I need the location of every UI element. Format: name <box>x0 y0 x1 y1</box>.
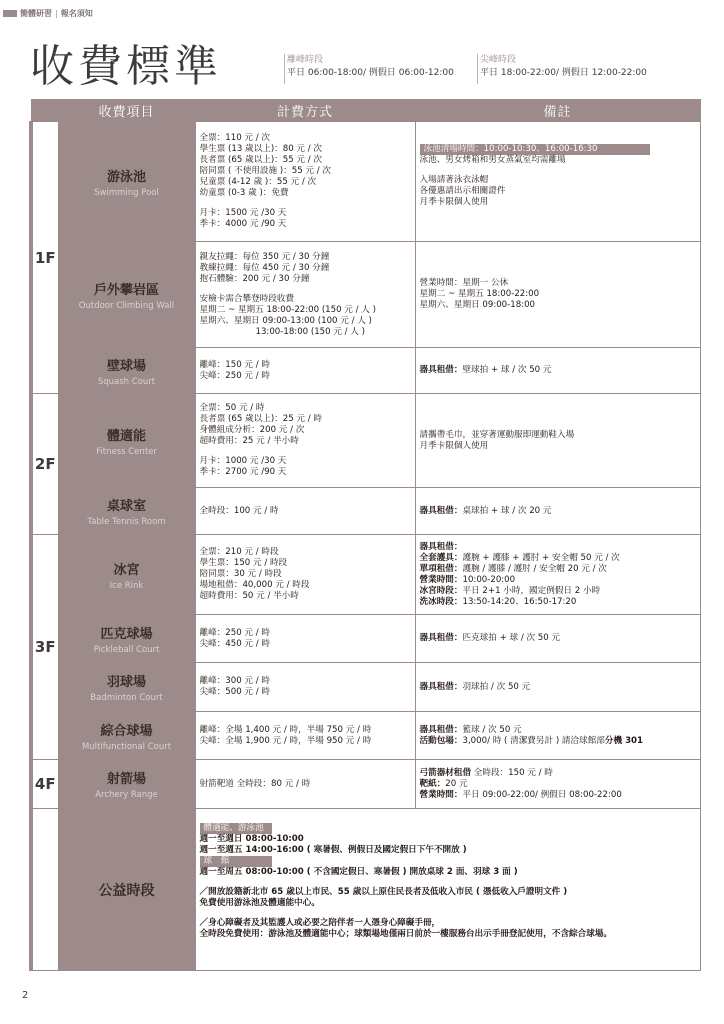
item-multifunctional-court <box>58 712 195 760</box>
note-line <box>420 790 696 801</box>
note-line <box>420 586 696 597</box>
table-row <box>31 394 700 488</box>
price-line: 親友拉繩：每位 350 元 / 30 分鐘 <box>199 251 330 262</box>
note-line <box>420 768 696 779</box>
welfare-section-fitness-pool: 體適能、游泳池 <box>200 823 272 834</box>
item-ice-rink <box>58 535 195 615</box>
item-name: 桌球室 <box>106 499 146 514</box>
note-pickleball-court <box>415 615 700 663</box>
item-name-en: Badminton Court <box>90 693 163 703</box>
price-line: 月卡：1500 元 /30 天 <box>199 208 287 218</box>
price-line: 季卡：2700 元 /90 天 <box>199 467 287 477</box>
item-name: 壁球場 <box>106 358 146 374</box>
price-line: 超時費用：50 元 / 半小時 <box>199 591 299 601</box>
price-line: 長者票 (65 歲以上)：25 元 / 時 <box>199 414 322 424</box>
table-row <box>31 809 700 971</box>
table-row <box>31 615 700 663</box>
price-line: 教練拉繩：每位 450 元 / 30 分鐘 <box>199 262 330 273</box>
item-name: 冰宮 <box>113 562 140 578</box>
price-archery-range <box>195 760 415 809</box>
note-line <box>420 779 696 790</box>
floor-label-blank <box>31 809 58 971</box>
price-swimming-pool <box>195 122 415 242</box>
page-title: 收費標準 <box>30 41 222 92</box>
item-name: 游泳池 <box>106 169 146 185</box>
item-name-en: Table Tennis Room <box>87 517 166 527</box>
note-line: 月季卡限個人使用 <box>419 197 489 207</box>
note-label: 營業時間： <box>419 574 463 585</box>
price-line: 全票：210 元 / 時段 <box>199 547 279 557</box>
price-line: 尖峰：全場 1,900 元 / 時，半場 950 元 / 時 <box>199 735 372 746</box>
spacer <box>200 447 411 456</box>
note-squash-court <box>415 348 700 394</box>
price-line: 場地租借：40,000 元 / 時段 <box>199 580 310 590</box>
price-badminton-court <box>195 663 415 712</box>
item-name-en: Fitness Center <box>96 446 157 457</box>
note-line: 請攜帶毛巾，並穿著運動服即運動鞋入場 <box>419 429 575 440</box>
item-name: 羽球場 <box>106 675 146 690</box>
note-text: 全時段：150 元 / 時 <box>471 767 553 778</box>
price-line: 學生票：150 元 / 時段 <box>199 558 288 568</box>
table-header-row <box>31 100 700 122</box>
price-line: 全時段：100 元 / 時 <box>199 505 279 516</box>
price-line: 長者票 (65 歲以上)：55 元 / 次 <box>199 155 322 165</box>
note-line <box>420 575 696 586</box>
price-line: 學生票 (13 歲以上)：80 元 / 次 <box>199 144 322 154</box>
floor-label-3f: 3F <box>31 535 58 760</box>
price-table-tennis-room <box>195 488 415 535</box>
item-name-en: Archery Range <box>95 790 158 800</box>
price-line: 星期二 ~ 星期五 18:00-22:00 (150 元 / 人 ) <box>199 304 376 315</box>
item-name: 匹克球場 <box>100 626 153 642</box>
price-line: 身體組成分析：200 元 / 次 <box>199 425 305 435</box>
page-number: 2 <box>22 990 29 1001</box>
spacer <box>200 878 696 887</box>
table-row <box>31 122 700 242</box>
note-text: 羽球拍 / 次 50 元 <box>462 681 531 692</box>
price-line: 月卡：1000 元 /30 天 <box>199 456 287 466</box>
price-line: 13:00-18:00 (150 元 / 人 ) <box>255 326 365 337</box>
price-pickleball-court <box>195 615 415 663</box>
table-row <box>31 348 700 394</box>
note-text: 壁球拍 + 球 / 次 50 元 <box>462 365 552 375</box>
price-line: 離峰：全場 1,400 元 / 時，半場 750 元 / 時 <box>199 724 372 735</box>
item-name-en: Squash Court <box>97 376 156 387</box>
table-row <box>31 488 700 535</box>
header-price: 計費方式 <box>195 100 415 122</box>
item-name: 綜合球場 <box>100 723 153 739</box>
note-line <box>420 597 696 608</box>
item-name: 體適能 <box>106 428 146 444</box>
item-archery-range <box>58 760 195 809</box>
note-fitness-center <box>415 394 700 488</box>
price-line: 尖峰：250 元 / 時 <box>199 370 270 381</box>
note-label: 器具租借： <box>419 681 463 692</box>
price-line: 射箭靶道 全時段：80 元 / 時 <box>199 778 311 789</box>
item-name-en: Multifunctional Court <box>81 741 172 752</box>
note-public-welfare-hours <box>195 809 700 971</box>
table-row <box>31 712 700 760</box>
note-archery-range <box>415 760 700 809</box>
item-name: 戶外攀岩區 <box>93 282 159 298</box>
note-label: 營業時間： <box>419 789 463 800</box>
note-table-tennis-room <box>415 488 700 535</box>
item-name-en: Ice Rink <box>109 580 144 591</box>
note-text: 20 元 <box>445 778 468 789</box>
note-line: 各優惠請出示相關證件 <box>419 186 506 196</box>
off-peak-name: 離峰時段 <box>287 55 324 65</box>
off-peak-time: 平日 06:00-18:00/ 例假日 06:00-12:00 <box>287 68 454 78</box>
note-label: 器具租借： <box>419 633 463 643</box>
note-line <box>420 736 696 747</box>
note-line: 泳池、男女烤箱和男女蒸氣室均需離場 <box>419 155 566 165</box>
peak-time: 平日 18:00-22:00/ 例假日 12:00-22:00 <box>480 68 647 78</box>
item-fitness-center <box>58 394 195 488</box>
off-peak-period <box>284 54 454 84</box>
note-label: 冰宮時段： <box>419 585 463 596</box>
item-swimming-pool <box>58 122 195 242</box>
note-text: 護腕 + 護膝 + 護肘 + 安全帽 50 元 / 次 <box>462 552 620 563</box>
item-name: 射箭場 <box>106 772 146 787</box>
note-label: 弓箭器材租借 <box>419 767 472 778</box>
item-public-welfare-hours <box>58 809 195 971</box>
table-row <box>31 760 700 809</box>
note-badminton-court <box>415 663 700 712</box>
peak-name: 尖峰時段 <box>480 55 517 65</box>
breadcrumb-marker <box>3 10 17 17</box>
price-ice-rink <box>195 535 415 615</box>
floor-label-4f: 4F <box>31 760 58 809</box>
note-line: ／身心障礙者及其監護人或必要之陪伴者一人憑身心障礙手冊， <box>199 918 441 928</box>
note-text: 13:50-14:20、16:50-17:20 <box>462 596 577 607</box>
note-text: 護腕 / 護膝 / 護肘 / 安全帽 20 元 / 次 <box>462 563 607 574</box>
note-text: 平日 2+1 小時，國定例假日 2 小時 <box>462 585 601 596</box>
item-table-tennis-room <box>58 488 195 535</box>
welfare-section-ball-court: 球 館 <box>200 856 272 867</box>
spacer <box>420 166 696 175</box>
price-line: 陪同票：30 元 / 時段 <box>199 569 282 579</box>
note-label: 靶紙： <box>419 778 446 789</box>
note-line <box>420 725 696 736</box>
note-line: 週一至週五 14:00-16:00 ( 寒暑假、例假日及國定假日下午不開放 ) <box>199 845 467 855</box>
note-line: 星期二 ~ 星期五 18:00-22:00 <box>419 289 540 299</box>
item-climbing-wall <box>58 242 195 348</box>
note-label: 單項租借： <box>419 563 463 574</box>
note-label: 活動包場： <box>419 735 463 746</box>
header-item: 收費項目 <box>58 100 195 122</box>
note-line: 免費使用游泳池及體適能中心。 <box>199 898 320 908</box>
item-name-en: Swimming Pool <box>94 187 159 198</box>
floor-label-1f: 1F <box>31 122 58 394</box>
breadcrumb-part2: 報名須知 <box>60 9 93 18</box>
note-label: 器具租借： <box>419 365 463 375</box>
item-name-en: Pickleball Court <box>93 644 160 655</box>
fee-table <box>29 99 701 971</box>
note-text: 3,000/ 時 ( 清潔費另計 ) 請洽球館部 <box>462 735 605 746</box>
note-line: 全時段免費使用：游泳池及體適能中心；球類場地僅兩日前於一樓服務台出示手冊登記使用，不含綜合球場。 <box>199 929 613 939</box>
spacer <box>200 199 411 208</box>
price-line: 全票：50 元 / 時 <box>199 403 265 413</box>
breadcrumb-separator: | <box>55 9 58 18</box>
note-line <box>420 564 696 575</box>
note-line: 星期六、星期日 09:00-18:00 <box>419 300 536 310</box>
table-row <box>31 242 700 348</box>
note-label: 洗冰時段： <box>419 596 463 607</box>
breadcrumb-part1: 簡體研習 <box>20 9 52 18</box>
note-line <box>420 553 696 564</box>
price-line: 超時費用：25 元 / 半小時 <box>199 436 299 446</box>
note-line: 月季卡限個人使用 <box>419 440 489 451</box>
price-line: 兒童票 (4-12 歲 )：55 元 / 次 <box>199 177 317 187</box>
note-text: 籃球 / 次 50 元 <box>462 724 522 735</box>
price-line: 尖峰：450 元 / 時 <box>199 638 270 649</box>
price-climbing-wall <box>195 242 415 348</box>
header-blank <box>31 100 58 122</box>
note-ice-rink <box>415 535 700 615</box>
header-note: 備註 <box>415 100 700 122</box>
price-line: 星期六、星期日 09:00-13:00 (100 元 / 人 ) <box>199 315 372 326</box>
table-row <box>31 663 700 712</box>
note-label: 器具租借： <box>419 724 463 735</box>
price-line: 安檢卡需合攀登時段收費 <box>199 293 295 304</box>
note-label: 全套護具： <box>419 552 463 563</box>
spacer <box>200 909 696 918</box>
price-line: 陪同票 ( 不使用設施 )：55 元 / 次 <box>199 166 331 176</box>
item-squash-court <box>58 348 195 394</box>
note-line: 營業時間：星期一 公休 <box>419 278 509 288</box>
note-label: 器具租借： <box>419 505 463 516</box>
note-text: 平日 09:00-22:00/ 例假日 08:00-22:00 <box>462 789 622 800</box>
price-line: 抱石體驗：200 元 / 30 分鐘 <box>199 273 310 284</box>
item-name: 公益時段 <box>98 882 155 899</box>
spacer <box>200 285 411 294</box>
price-line: 季卡：4000 元 /90 天 <box>199 219 287 229</box>
price-multifunctional-court <box>195 712 415 760</box>
note-text: 匹克球拍 + 球 / 次 50 元 <box>462 633 561 643</box>
peak-period <box>477 54 647 84</box>
note-text: 10:00-20:00 <box>462 574 516 585</box>
price-squash-court <box>195 348 415 394</box>
note-line: 週一至周五 08:00-10:00 ( 不含國定假日、寒暑假 ) 開放桌球 2 面、羽球 3 面 ) <box>199 867 518 877</box>
price-line: 尖峰：500 元 / 時 <box>199 687 270 697</box>
note-multifunctional-court <box>415 712 700 760</box>
note-swimming-pool <box>415 122 700 242</box>
price-line: 離峰：300 元 / 時 <box>199 676 270 686</box>
item-badminton-court <box>58 663 195 712</box>
item-pickleball-court <box>58 615 195 663</box>
price-fitness-center <box>195 394 415 488</box>
price-line: 離峰：250 元 / 時 <box>199 627 270 638</box>
table-row <box>31 535 700 615</box>
note-extension: 分機 301 <box>604 735 644 746</box>
note-line: 週一至週日 08:00-10:00 <box>199 834 304 844</box>
note-line: ／開放設籍新北市 65 歲以上市民、55 歲以上原住民長者及低收入市民 ( 憑低收入戶證明文件 ) <box>199 887 568 897</box>
note-text: 桌球拍 + 球 / 次 20 元 <box>462 505 552 516</box>
price-line: 全票：110 元 / 次 <box>199 133 270 143</box>
pool-clearing-time: 泳池清場時間：10:00-10:30、16:00-16:30 <box>420 144 650 155</box>
note-line: 入場請著泳衣泳帽 <box>419 175 489 185</box>
floor-label-2f: 2F <box>31 394 58 535</box>
note-label: 器具租借： <box>419 541 463 552</box>
item-name-en: Outdoor Climbing Wall <box>78 300 175 311</box>
price-line: 離峰：150 元 / 時 <box>199 359 270 370</box>
price-line: 幼童票 (0-3 歲 )：免費 <box>199 188 289 198</box>
note-climbing-wall <box>415 242 700 348</box>
breadcrumb <box>3 8 93 19</box>
